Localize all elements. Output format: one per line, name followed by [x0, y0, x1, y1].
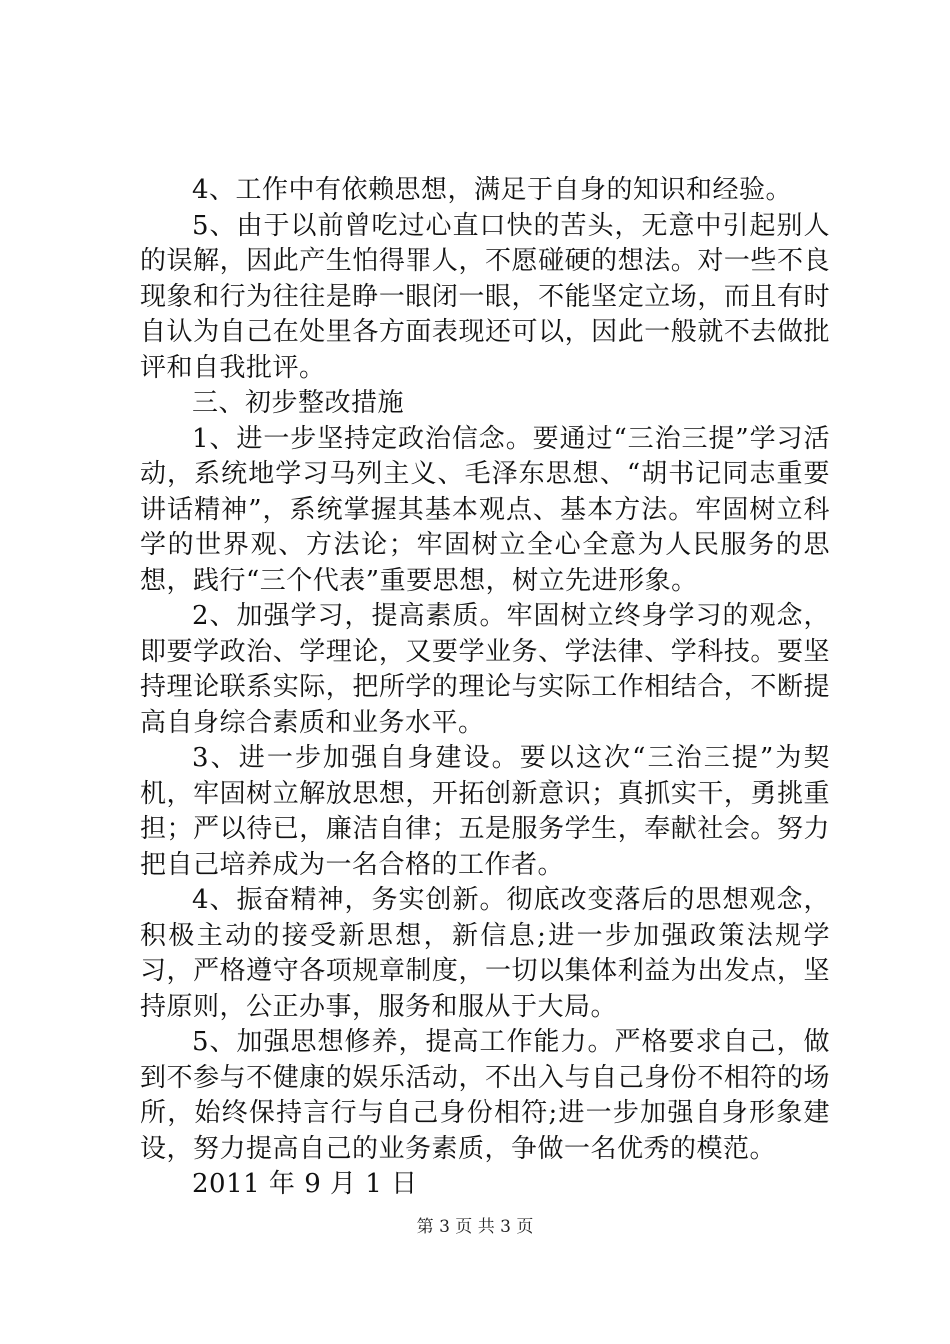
- paragraph-innovation: 4、振奋精神，务实创新。彻底改变落后的思想观念，积极主动的接受新思想，新信息;进一步加强政策法规学习，严格遵守各项规章制度，一切以集体利益为出发点，坚持原则，公正办事，服务和服从于大局。: [140, 885, 830, 1022]
- page-number-footer: 第 3 页 共 3 页: [416, 1217, 534, 1237]
- paragraph-political-belief: 1、进一步坚持定政治信念。要通过“三治三提”学习活动，系统地学习马列主义、毛泽东思想、“胡书记同志重要讲话精神”，系统掌握其基本观点、基本方法。牢固树立科学的世界观、方法论；牢固树立全心全意为人民服务的思想，践行“三个代表”重要思想，树立先进形象。: [140, 423, 830, 596]
- section-heading-rectification: 三、初步整改措施: [192, 388, 405, 418]
- paragraph-dependency: 4、工作中有依赖思想，满足于自身的知识和经验。: [192, 175, 793, 205]
- document-date: 2011 年 9 月 1 日: [192, 1169, 418, 1199]
- paragraph-self-cultivation: 5、加强思想修养，提高工作能力。严格要求自己，做到不参与不健康的娱乐活动，不出入与自己身份不相符的场所，始终保持言行与自己身份相符;进一步加强自身形象建设，努力提高自己的业务素质，争做一名优秀的模范。: [140, 1027, 830, 1164]
- paragraph-study: 2、加强学习，提高素质。牢固树立终身学习的观念，即要学政治、学理论，又要学业务、学法律、学科技。要坚持理论联系实际，把所学的理论与实际工作相结合，不断提高自身综合素质和业务水平。: [140, 601, 830, 738]
- paragraph-self-building: 3、进一步加强自身建设。要以这次“三治三提”为契机，牢固树立解放思想，开拓创新意识；真抓实干，勇挑重担；严以待已，廉洁自律；五是服务学生，奉献社会。努力把自己培养成为一名合格的工作者。: [140, 743, 830, 880]
- paragraph-fear-of-offending: 5、由于以前曾吃过心直口快的苦头，无意中引起别人的误解，因此产生怕得罪人，不愿碰硬的想法。对一些不良现象和行为往往是睁一眼闭一眼，不能坚定立场，而且有时自认为自己在处里各方面表现还可以，因此一般就不去做批评和自我批评。: [140, 210, 830, 383]
- document-body: [140, 173, 830, 1203]
